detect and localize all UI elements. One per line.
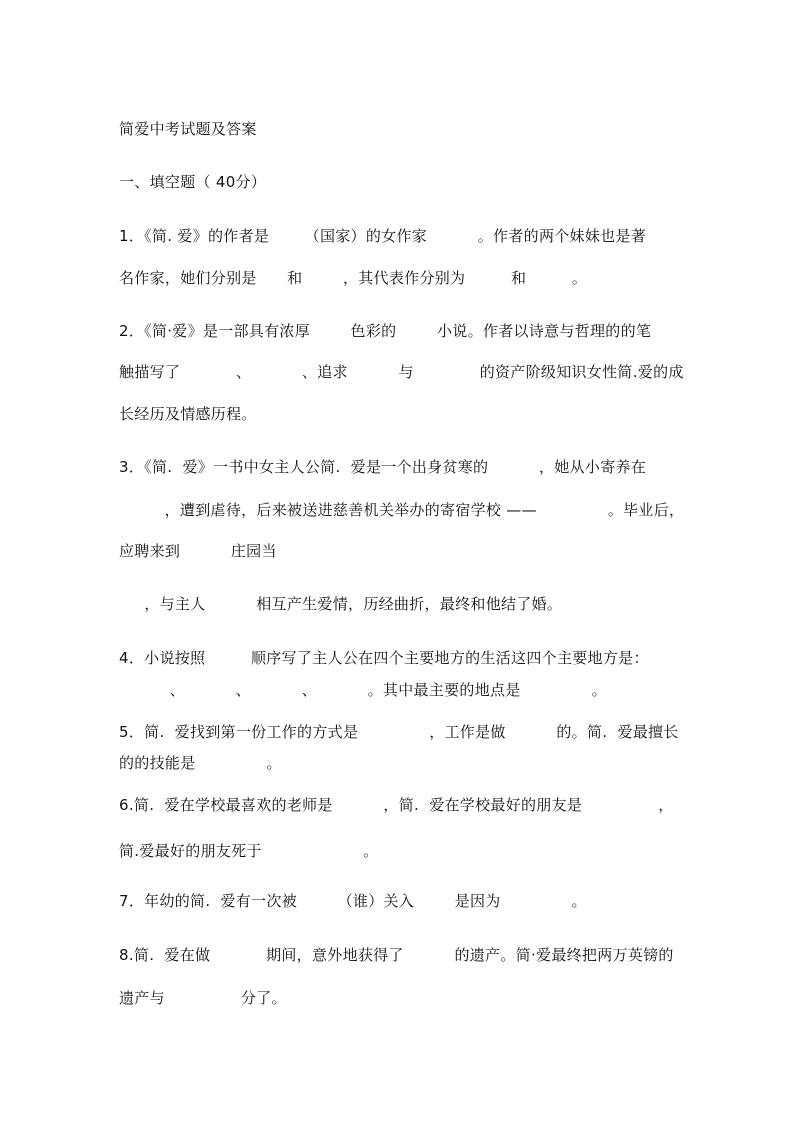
- question-2-line-2: 触描写了 、 、追求 与 的资产阶级知识女性简.爱的成: [119, 363, 684, 381]
- question-3-line-2: ，遭到虐待，后来被送进慈善机关举办的寄宿学校 —— 。毕业后，: [119, 501, 685, 519]
- question-5-line-2: 的的技能是 。: [119, 754, 282, 772]
- question-7-line-1: 7．年幼的简. 爱有一次被 （谁）关入 是因为 。: [119, 892, 587, 910]
- question-1-line-2: 名作家，她们分别是 和 ，其代表作分别为 和 。: [119, 269, 588, 287]
- question-6-line-1: 6.简. 爱在学校最喜欢的老师是 ，简. 爱在学校最好的朋友是 ，: [119, 796, 674, 814]
- question-4-line-2: 、 、 、 。其中最主要的地点是 。: [119, 681, 607, 699]
- question-3-line-1: 3．《简. 爱》一书中女主人公简. 爱是一个出身贫寒的 ，她从小寄养在: [119, 458, 647, 476]
- question-5-line-1: 5．简. 爱找到第一份工作的方式是 ，工作是做 的。简. 爱最擅长: [119, 723, 679, 741]
- question-3-line-4: ，与主人 相互产生爱情，历经曲折，最终和他结了婚。: [119, 595, 563, 613]
- question-2-line-1: 2．《简·爱》是一部具有浓厚 色彩的 小说。作者以诗意与哲理的的笔: [119, 322, 652, 340]
- question-4-line-1: 4．小说按照 顺序写了主人公在四个主要地方的生活这四个主要地方是：: [119, 649, 649, 667]
- section-heading: 一、填空题（ 40分）: [119, 173, 267, 191]
- question-2-line-3: 长经历及情感历程。: [119, 405, 257, 423]
- question-1-line-1: 1．《简. 爱》的作者是 （国家）的女作家 。作者的两个妹妹也是著: [119, 227, 647, 245]
- question-8-line-2: 遗产与 分了。: [119, 989, 287, 1007]
- document-title: 简爱中考试题及答案: [119, 120, 257, 138]
- question-6-line-2: 简.爱最好的朋友死于 。: [119, 842, 379, 860]
- question-8-line-1: 8.简. 爱在做 期间，意外地获得了 的遗产。简·爱最终把两万英镑的: [119, 946, 674, 964]
- question-3-line-3: 应聘来到 庄园当: [119, 542, 277, 560]
